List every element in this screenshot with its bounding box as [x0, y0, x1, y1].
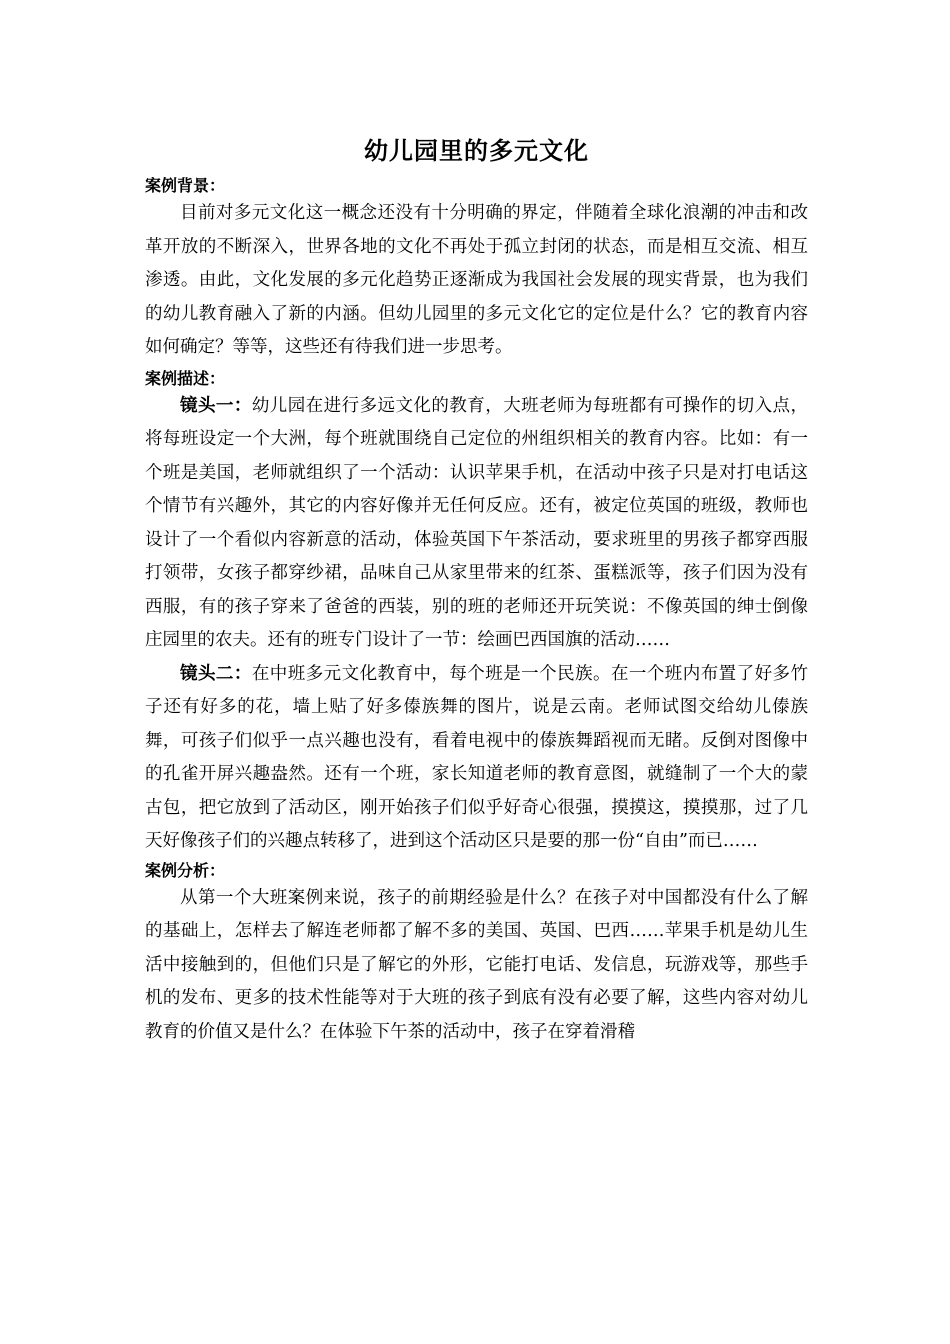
paragraph — [145, 882, 808, 1050]
paragraph-scene-two — [145, 658, 808, 859]
section-analysis — [145, 859, 808, 1050]
section-heading: 案例描述： — [145, 368, 226, 388]
section-description — [145, 367, 808, 859]
paragraph-lead: 镜头二： — [180, 663, 252, 684]
paragraph-text: 在中班多元文化教育中，每个班是一个民族。在一个班内布置了好多竹子还有好多的花，墙上贴了好多傣族舞的图片，说是云南。老师试图交给幼儿傣族舞，可孩子们似乎一点兴趣也没有，看着电视中的傣族舞蹈视而无睹。反倒对图像中的孔雀开屏兴趣盎然。还有一个班，家长知道老师的教育意图，就缝制了一个大的蒙古包，把它放到了活动区，刚开始孩子们似乎好奇心很强，摸摸这，摸摸那，过了几天好像孩子们的兴趣点转移了，进到这个活动区只是要的那一份“自由”而已…… — [145, 663, 809, 851]
section-heading: 案例分析： — [145, 860, 226, 880]
paragraph-lead: 镜头一： — [180, 395, 252, 416]
document-title: 幼儿园里的多元文化 — [364, 136, 589, 165]
section-heading: 案例背景： — [145, 176, 226, 195]
paragraph — [145, 197, 808, 365]
paragraph-text: 幼儿园在进行多远文化的教育，大班老师为每班都有可操作的切入点，将每班设定一个大洲，每个班就围绕自己定位的州组织相关的教育内容。比如：有一个班是美国，老师就组织了一个活动：认识苹果手机，在活动中孩子只是对打电话这个情节有兴趣外，其它的内容好像并无任何反应。还有，被定位英国的班级，教师也设计了一个看似内容新意的活动，体验英国下午茶活动，要求班里的男孩子都穿西服打领带，女孩子都穿纱裙，品味自己从家里带来的红茶、蛋糕派等，孩子们因为没有西服，有的孩子穿来了爸爸的西装，别的班的老师还开玩笑说：不像英国的绅士倒像庄园里的农夫。还有的班专门设计了一节：绘画巴西国旗的活动…… — [145, 395, 809, 650]
document-body — [145, 134, 808, 1049]
paragraph-scene-one — [145, 390, 808, 658]
section-background — [145, 174, 808, 365]
paragraph-text: 从第一个大班案例来说，孩子的前期经验是什么？在孩子对中国都没有什么了解的基础上，怎样去了解连老师都了解不多的美国、英国、巴西……苹果手机是幼儿生活中接触到的，但他们只是了解它的外形，它能打电话、发信息，玩游戏等，那些手机的发布、更多的技术性能等对于大班的孩子到底有没有必要了解，这些内容对幼儿教育的价值又是什么？在体验下午茶的活动中，孩子在穿着滑稽 — [145, 887, 808, 1042]
paragraph-text: 目前对多元文化这一概念还没有十分明确的界定，伴随着全球化浪潮的冲击和改革开放的不断深入，世界各地的文化不再处于孤立封闭的状态，而是相互交流、相互渗透。由此，文化发展的多元化趋势正逐渐成为我国社会发展的现实背景，也为我们的幼儿教育融入了新的内涵。但幼儿园里的多元文化它的定位是什么？它的教育内容如何确定？等等，这些还有待我们进一步思考。 — [145, 203, 808, 357]
